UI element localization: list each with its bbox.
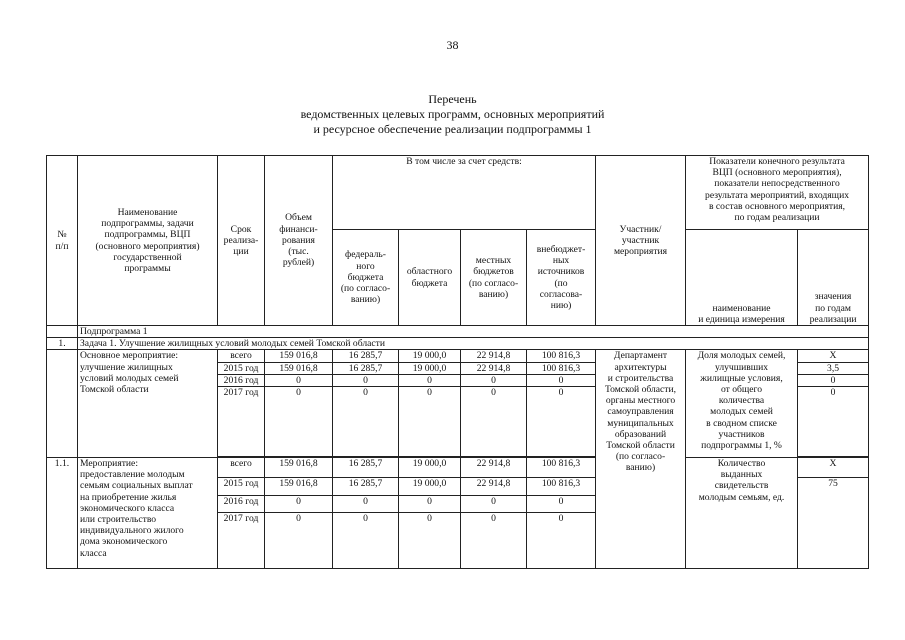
act-term-0: всего <box>218 458 265 478</box>
act-local-3: 0 <box>461 513 527 527</box>
act-regional-0: 19 000,0 <box>399 458 461 478</box>
main-offbudget-1: 100 816,3 <box>527 362 596 374</box>
main-total-3: 0 <box>265 387 333 399</box>
act-offbudget-0: 100 816,3 <box>527 458 596 478</box>
main-regional-1: 19 000,0 <box>399 362 461 374</box>
act-offbudget-3: 0 <box>527 513 596 527</box>
header-term: Срок реализа- ции <box>218 156 265 326</box>
header-indicators: Показатели конечного результата ВЦП (основного мероприятия), показатели непосредственного результата мероприятий, входящих в состав основного мероприятия, по годам реализации <box>686 156 869 230</box>
title-line-1: Перечень <box>428 92 477 106</box>
main-term-2: 2016 год <box>218 374 265 386</box>
main-regional-2: 0 <box>399 374 461 386</box>
activity-1-1-indicator-name: Количество выданных свидетельств молодым семьям, ед. <box>686 458 798 569</box>
act-total-1: 159 016,8 <box>265 478 333 496</box>
header-num: № п/п <box>47 156 78 326</box>
main-regional-3: 0 <box>399 387 461 399</box>
act-local-0: 22 914,8 <box>461 458 527 478</box>
main-total-2: 0 <box>265 374 333 386</box>
main-federal-0: 16 285,7 <box>333 350 399 362</box>
main-offbudget-3: 0 <box>527 387 596 399</box>
act-federal-3: 0 <box>333 513 399 527</box>
act-federal-1: 16 285,7 <box>333 478 399 496</box>
main-indicator-name: Доля молодых семей, улучшивших жилищные условия, от общего количества молодых семей в сводном списке участников подпрограммы 1, % <box>686 350 798 458</box>
header-participant: Участник/ участник мероприятия <box>596 156 686 326</box>
header-local: местных бюджетов (по согласо- ванию) <box>461 230 527 326</box>
act-local-2: 0 <box>461 496 527 513</box>
header-regional: областного бюджета <box>399 230 461 326</box>
task-label: Задача 1. Улучшение жилищных условий молодых семей Томской области <box>78 338 869 350</box>
act-regional-1: 19 000,0 <box>399 478 461 496</box>
main-regional-0: 19 000,0 <box>399 350 461 362</box>
title-line-2: ведомственных целевых программ, основных мероприятий <box>300 107 605 121</box>
header-name: Наименование подпрограммы, задачи подпрограммы, ВЦП (основного мероприятия) государственной программы <box>78 156 218 326</box>
act-offbudget-2: 0 <box>527 496 596 513</box>
act-total-2: 0 <box>265 496 333 513</box>
main-term-1: 2015 год <box>218 362 265 374</box>
main-term-3: 2017 год <box>218 387 265 399</box>
act-term-2: 2016 год <box>218 496 265 513</box>
main-local-2: 0 <box>461 374 527 386</box>
header-indicator-name: наименование и единица измерения <box>686 230 798 326</box>
main-total-0: 159 016,8 <box>265 350 333 362</box>
main-local-1: 22 914,8 <box>461 362 527 374</box>
main-total-1: 159 016,8 <box>265 362 333 374</box>
activity-1-1-name: Мероприятие: предоставление молодым семьям социальных выплат на приобретение жилья экономического класса или строительство индивидуального жилого дома экономического класса <box>78 458 218 569</box>
main-local-0: 22 914,8 <box>461 350 527 362</box>
act-term-3: 2017 год <box>218 513 265 527</box>
task-row <box>47 338 869 350</box>
resource-table <box>46 155 869 569</box>
act-term-1: 2015 год <box>218 478 265 496</box>
header-offbudget: внебюджет- ных источников (по согласова- нию) <box>527 230 596 326</box>
main-activity-name: Основное мероприятие: улучшение жилищных условий молодых семей Томской области <box>78 350 218 458</box>
act-regional-3: 0 <box>399 513 461 527</box>
main-federal-2: 0 <box>333 374 399 386</box>
act-federal-2: 0 <box>333 496 399 513</box>
page-number: 38 <box>446 38 459 52</box>
act-value-0: Х <box>798 458 869 478</box>
main-local-3: 0 <box>461 387 527 399</box>
main-value-0: Х <box>798 350 869 362</box>
act-total-3: 0 <box>265 513 333 527</box>
main-value-1: 3,5 <box>798 362 869 374</box>
act-value-1: 75 <box>798 478 869 569</box>
main-term-0: всего <box>218 350 265 362</box>
main-activity-row-total <box>47 350 869 362</box>
act-offbudget-1: 100 816,3 <box>527 478 596 496</box>
document-title <box>0 92 905 137</box>
header-indicator-values: значения по годам реализации <box>798 230 869 326</box>
subprogram-label: Подпрограмма 1 <box>78 326 869 338</box>
main-offbudget-0: 100 816,3 <box>527 350 596 362</box>
main-value-2: 0 <box>798 374 869 386</box>
main-value-3: 0 <box>798 387 869 399</box>
act-local-1: 22 914,8 <box>461 478 527 496</box>
participant: Департамент архитектуры и строительства Томской области, органы местного самоуправления муниципальных образований Томской области (по согласо- ванию) <box>596 350 686 569</box>
act-regional-2: 0 <box>399 496 461 513</box>
main-offbudget-2: 0 <box>527 374 596 386</box>
header-finance: Объем финанси- рования (тыс. рублей) <box>265 156 333 326</box>
header-including: В том числе за счет средств: <box>333 156 596 230</box>
main-federal-3: 0 <box>333 387 399 399</box>
activity-1-1-num: 1.1. <box>47 458 78 569</box>
subprogram-row <box>47 326 869 338</box>
header-federal: федераль- ного бюджета (по согласо- ванию) <box>333 230 399 326</box>
act-total-0: 159 016,8 <box>265 458 333 478</box>
act-federal-0: 16 285,7 <box>333 458 399 478</box>
task-num: 1. <box>47 338 78 350</box>
title-line-3: и ресурсное обеспечение реализации подпрограммы 1 <box>313 122 592 136</box>
activity-1-1-row-total <box>47 458 869 478</box>
header-row-1 <box>47 156 869 230</box>
main-federal-1: 16 285,7 <box>333 362 399 374</box>
